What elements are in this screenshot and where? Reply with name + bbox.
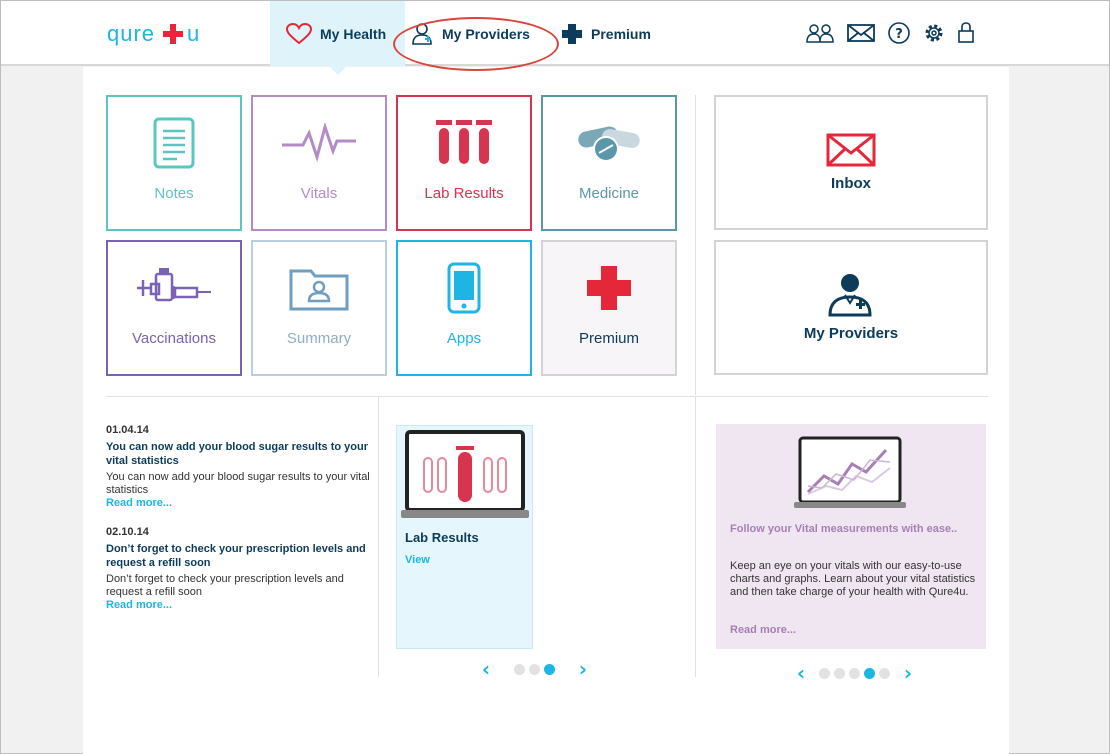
tile-lab-results-label: Lab Results <box>424 185 504 202</box>
nav-my-providers[interactable] <box>412 1 552 66</box>
carousel-dot[interactable] <box>819 668 830 679</box>
carousel-dot-active[interactable] <box>864 668 875 679</box>
divider-vertical-cards <box>695 397 696 677</box>
carousel-prev-button[interactable]: ‹ <box>481 657 491 681</box>
vital-card-body: Keep an eye on your vitals with our easy-to-use charts and graphs. Learn about your vital statistics and then take charge of your health with Qure4u. <box>730 560 976 598</box>
divider-horizontal <box>106 396 988 397</box>
tile-premium-label: Premium <box>578 330 639 347</box>
nav-premium[interactable] <box>561 1 671 66</box>
top-right-icons <box>805 21 975 50</box>
carousel-dot[interactable] <box>529 664 540 675</box>
premium-plus-icon <box>585 264 633 312</box>
carousel-dot[interactable] <box>849 668 860 679</box>
tile-notes[interactable] <box>106 95 242 231</box>
lock-icon[interactable] <box>957 22 975 49</box>
nav-my-health-label: My Health <box>320 25 387 42</box>
carousel-dot-active[interactable] <box>544 664 555 675</box>
phone-icon <box>447 262 481 314</box>
carousel-dot[interactable] <box>879 668 890 679</box>
heartbeat-icon <box>281 123 357 163</box>
qure4u-logo[interactable] <box>107 22 229 46</box>
provider-icon <box>828 273 874 317</box>
nav-my-health[interactable] <box>270 1 405 66</box>
vital-card-headline: Follow your Vital measurements with ease.. <box>730 523 958 535</box>
carousel-prev-button[interactable]: ‹ <box>796 661 806 685</box>
carousel-next-button[interactable]: › <box>903 661 913 685</box>
news-headline[interactable]: Don’t forget to check your prescription levels and request a refill soon <box>106 543 366 569</box>
laptop-chart-illustration <box>794 436 906 510</box>
tile-notes-label: Notes <box>154 185 194 202</box>
tile-vitals-label: Vitals <box>300 185 338 202</box>
carousel-dot[interactable] <box>514 664 525 675</box>
news-date: 02.10.14 <box>106 526 149 538</box>
community-icon[interactable] <box>805 22 835 49</box>
tile-my-providers[interactable] <box>714 240 988 375</box>
active-tab-pointer <box>329 66 347 75</box>
news-item <box>106 526 378 612</box>
news-item <box>106 424 378 510</box>
mail-icon[interactable] <box>847 23 875 48</box>
news-headline[interactable]: You can now add your blood sugar results to your vital statistics <box>106 441 368 467</box>
provider-icon <box>412 23 434 45</box>
tile-premium[interactable] <box>541 240 677 376</box>
svg-text:?: ? <box>895 27 903 42</box>
news-body: Don’t forget to check your prescription levels and request a refill soon <box>106 573 344 598</box>
news-read-more-link[interactable]: Read more... <box>106 497 173 509</box>
test-tubes-icon <box>436 120 492 166</box>
syringe-icon <box>135 266 213 310</box>
heart-icon <box>286 23 312 45</box>
tile-my-providers-label: My Providers <box>803 325 899 342</box>
lab-card-title: Lab Results <box>405 530 479 545</box>
nav-my-providers-label: My Providers <box>442 25 530 42</box>
tile-vitals[interactable] <box>251 95 387 231</box>
lab-results-promo-card[interactable] <box>396 425 533 649</box>
tile-medicine-label: Medicine <box>578 185 640 202</box>
vital-carousel-controls <box>791 661 918 685</box>
laptop-test-tubes-illustration <box>401 430 529 522</box>
carousel-next-button[interactable]: › <box>578 657 588 681</box>
svg-text:u: u <box>187 22 200 46</box>
vitals-promo-card[interactable] <box>716 424 986 649</box>
divider-vertical-tiles <box>695 95 696 395</box>
tile-inbox[interactable] <box>714 95 988 230</box>
premium-plus-icon <box>561 23 583 45</box>
nav-premium-label: Premium <box>591 25 651 42</box>
news-body: You can now add your blood sugar results to your vital statistics <box>106 471 370 496</box>
help-icon[interactable] <box>887 21 911 50</box>
tile-vaccinations-label: Vaccinations <box>132 330 216 347</box>
carousel-dot[interactable] <box>834 668 845 679</box>
tile-apps-label: Apps <box>446 330 482 347</box>
news-read-more-link[interactable]: Read more... <box>106 599 173 611</box>
divider-vertical-news <box>378 397 379 677</box>
folder-icon <box>289 265 349 311</box>
tile-summary-label: Summary <box>286 330 352 347</box>
tile-lab-results[interactable] <box>396 95 532 231</box>
lab-carousel-controls <box>476 657 593 681</box>
notes-icon <box>153 117 195 169</box>
svg-text:qure: qure <box>107 22 156 46</box>
news-date: 01.04.14 <box>106 424 149 436</box>
tile-apps[interactable] <box>396 240 532 376</box>
top-navigation-bar <box>1 1 1109 66</box>
tile-summary[interactable] <box>251 240 387 376</box>
tile-vaccinations[interactable] <box>106 240 242 376</box>
pills-icon <box>576 123 642 163</box>
vital-card-read-more-link[interactable]: Read more... <box>730 624 797 636</box>
tile-medicine[interactable] <box>541 95 677 231</box>
tile-inbox-label: Inbox <box>831 175 871 192</box>
lab-card-view-link[interactable]: View <box>405 554 430 566</box>
settings-icon[interactable] <box>923 22 945 49</box>
mail-icon <box>826 133 876 167</box>
